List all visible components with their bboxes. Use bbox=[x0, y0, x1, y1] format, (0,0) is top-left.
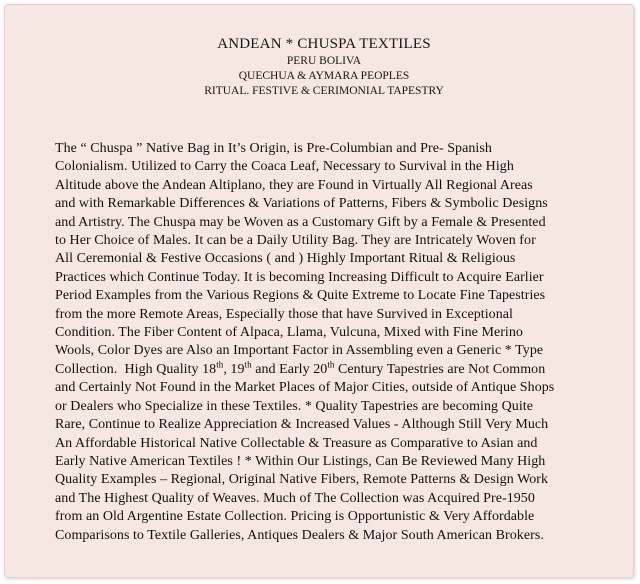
body-line: and Artistry. The Chuspa may be Woven as a Customary Gift by a Female & Presented bbox=[55, 214, 546, 230]
body-line: Condition. The Fiber Content of Alpaca, Llama, Vulcuna, Mixed with Fine Merino bbox=[55, 325, 523, 341]
body-line: Altitude above the Andean Altiplano, they are Found in Virtually All Regional Areas bbox=[55, 177, 533, 193]
collection-text: Collection. High Quality 18 bbox=[55, 361, 217, 377]
document-header bbox=[5, 35, 633, 99]
body-line: All Ceremonial & Festive Occasions ( and ) Highly Important Ritual & Religious bbox=[55, 251, 516, 267]
body-line: Comparisons to Textile Galleries, Antiques Dealers & Major South American Brokers. bbox=[55, 527, 544, 543]
body-paragraph bbox=[55, 140, 615, 545]
body-line: Practices which Continue Today. It is becoming Increasing Difficult to Acquire Earlier bbox=[55, 269, 544, 285]
subtitle-tapestry-type: RITUAL. FESTIVE & CERIMONIAL TAPESTRY bbox=[204, 85, 444, 97]
body-line: The “ Chuspa ” Native Bag in It’s Origin, is Pre-Columbian and Pre- Spanish bbox=[55, 141, 492, 156]
body-line: Period Examples from the Various Regions & Quite Extreme to Locate Fine Tapestries bbox=[55, 288, 546, 304]
document-page bbox=[4, 4, 634, 578]
body-line: Colonialism. Utilized to Carry the Coaca Leaf, Necessary to Survival in the High bbox=[55, 159, 514, 175]
body-line: to Her Choice of Males. It can be a Daily Utility Bag. They are Intricately Woven for bbox=[55, 233, 536, 249]
body-line: Early Native American Textiles ! * Within Our Listings, Can Be Reviewed Many High bbox=[55, 453, 546, 469]
body-line: and Certainly Not Found in the Market Places of Major Cities, outside of Antique Shops bbox=[55, 380, 555, 396]
body-line: Rare, Continue to Realize Appreciation & Increased Values - Although Still Very Much bbox=[55, 417, 549, 433]
body-line: or Dealers who Specialize in these Textiles. * Quality Tapestries are becoming Quite bbox=[55, 398, 533, 414]
body-line: Quality Examples – Regional, Original Native Fibers, Remote Patterns & Design Work bbox=[55, 472, 549, 488]
collection-text: , 19 bbox=[223, 361, 245, 377]
collection-text: Century Tapestries are Not Common bbox=[334, 361, 546, 377]
body-line: Wools, Color Dyes are Also an Important Factor in Assembling even a Generic * Type bbox=[55, 343, 544, 359]
ordinal-suffix: th bbox=[244, 359, 252, 370]
body-line-collection bbox=[55, 361, 615, 379]
subtitle-peoples: QUECHUA & AYMARA PEOPLES bbox=[238, 70, 410, 82]
subtitle-countries: PERU BOLIVA bbox=[286, 55, 362, 67]
body-line: and The Highest Quality of Weaves. Much of The Collection was Acquired Pre-1950 bbox=[55, 490, 535, 506]
body-line: An Affordable Historical Native Collectable & Treasure as Comparative to Asian and bbox=[55, 435, 538, 451]
ordinal-suffix: th bbox=[327, 359, 335, 370]
collection-text: and Early 20 bbox=[251, 361, 328, 377]
body-line: from the more Remote Areas, Especially those that have Survived in Exceptional bbox=[55, 306, 513, 322]
body-line: from an Old Argentine Estate Collection. Pricing is Opportunistic & Very Affordable bbox=[55, 509, 535, 525]
document-title: ANDEAN * CHUSPA TEXTILES bbox=[217, 36, 431, 52]
ordinal-suffix: th bbox=[216, 359, 224, 370]
body-line: and with Remarkable Differences & Variations of Patterns, Fibers & Symbolic Designs bbox=[55, 196, 548, 212]
